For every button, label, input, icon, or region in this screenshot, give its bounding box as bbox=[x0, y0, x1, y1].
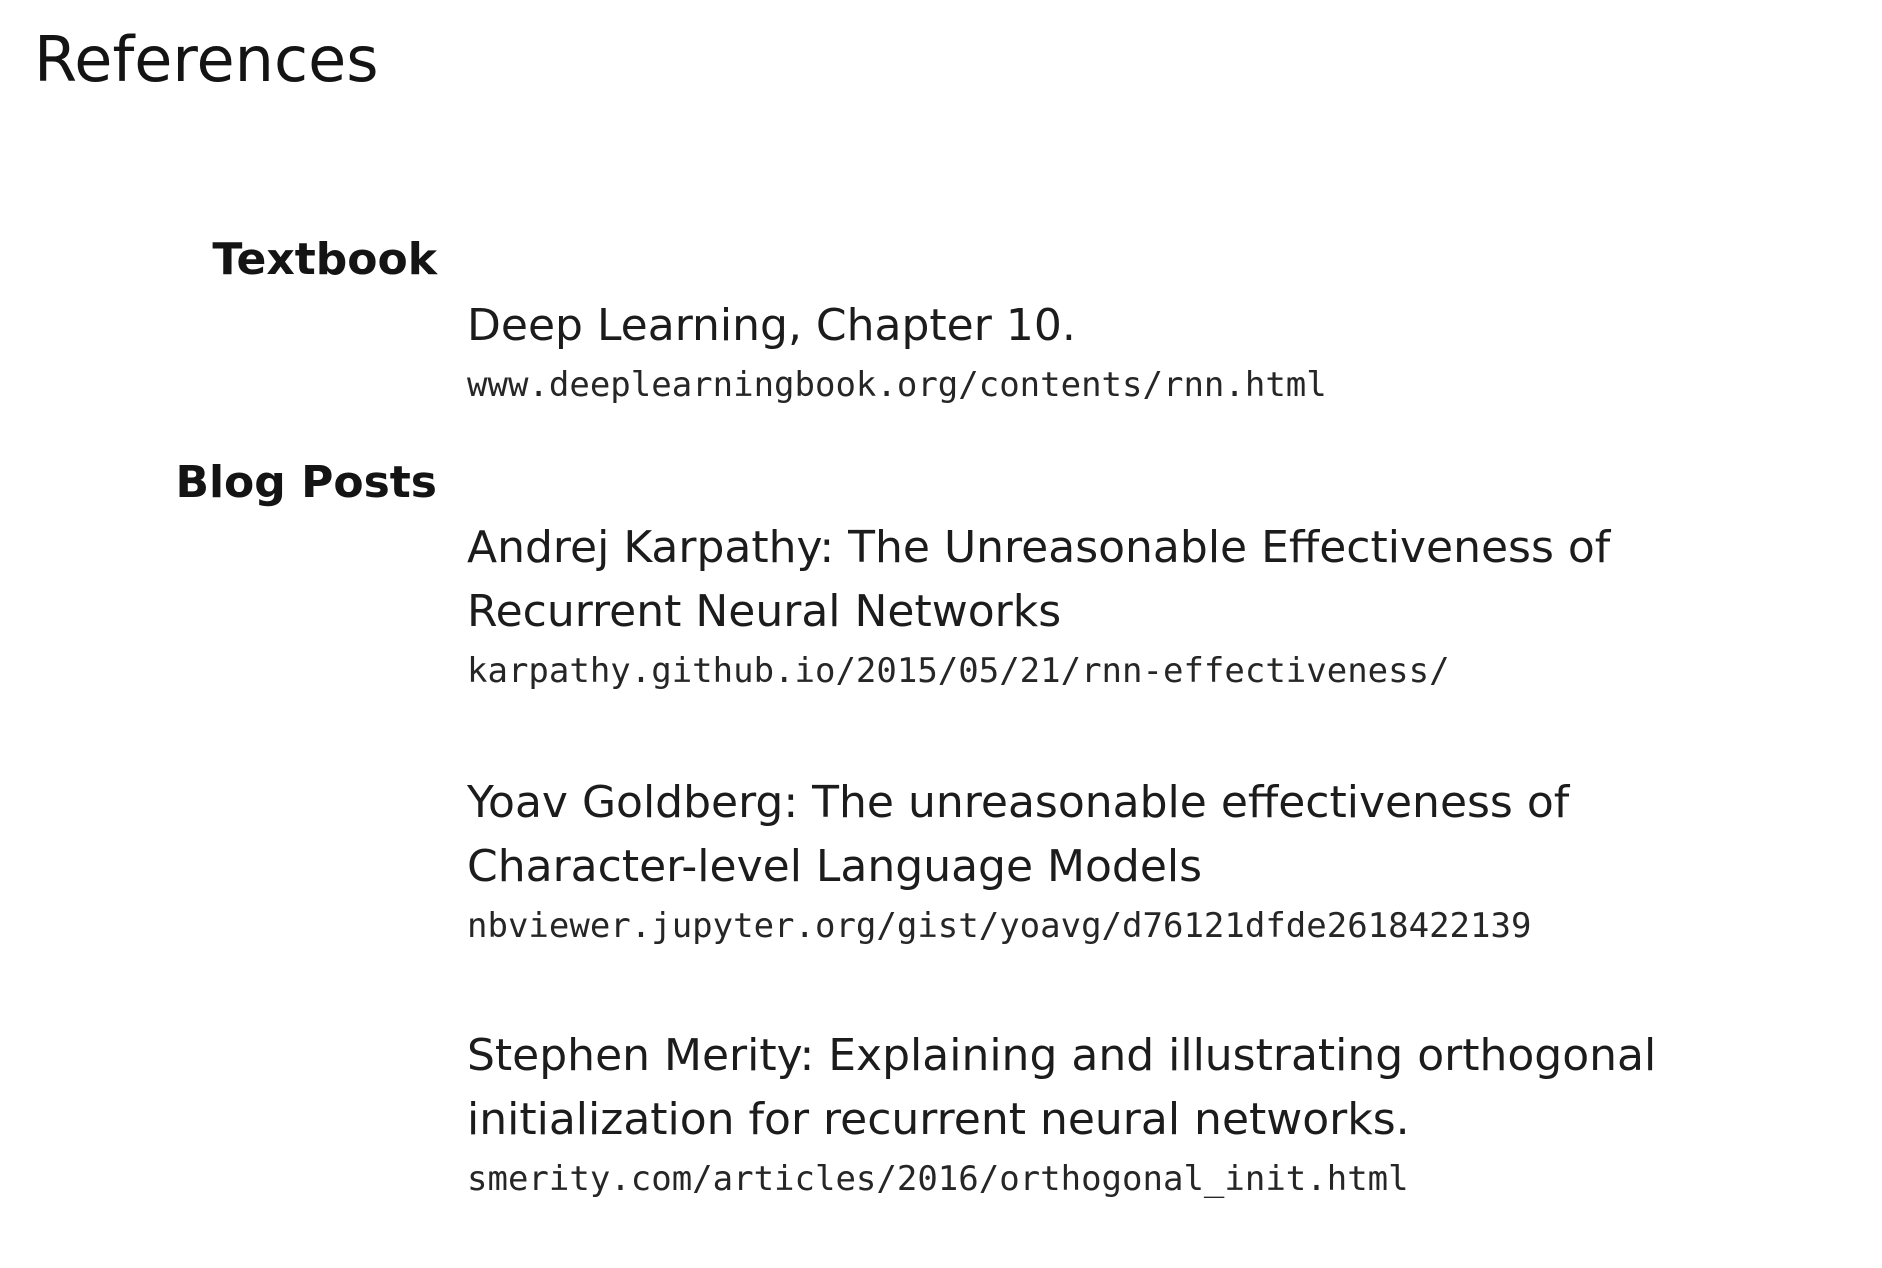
reference-entry-goldberg bbox=[467, 771, 1847, 949]
reference-title-line: Deep Learning, Chapter 10. bbox=[467, 300, 1076, 351]
reference-title bbox=[467, 1024, 1847, 1152]
reference-url: www.deeplearningbook.org/contents/rnn.html bbox=[467, 365, 1327, 405]
section-heading-textbook: Textbook bbox=[212, 234, 437, 285]
reference-url: smerity.com/articles/2016/orthogonal_init.html bbox=[467, 1159, 1409, 1199]
reference-url: nbviewer.jupyter.org/gist/yoavg/d76121dfde2618422139 bbox=[467, 906, 1532, 946]
reference-url: karpathy.github.io/2015/05/21/rnn-effectiveness/ bbox=[467, 651, 1450, 691]
reference-title-line: Andrej Karpathy: The Unreasonable Effectiveness of bbox=[467, 522, 1611, 573]
reference-entry-textbook bbox=[467, 294, 1847, 408]
reference-title bbox=[467, 294, 1847, 358]
page-title: References bbox=[34, 23, 379, 96]
section-heading-blog-posts: Blog Posts bbox=[175, 457, 437, 508]
reference-entry-merity bbox=[467, 1024, 1847, 1202]
reference-entry-karpathy bbox=[467, 516, 1847, 694]
reference-title-line: Stephen Merity: Explaining and illustrating orthogonal bbox=[467, 1030, 1657, 1081]
reference-title bbox=[467, 516, 1847, 644]
reference-title-line: Yoav Goldberg: The unreasonable effectiveness of bbox=[467, 777, 1570, 828]
reference-title-line: initialization for recurrent neural networks. bbox=[467, 1094, 1410, 1145]
reference-title bbox=[467, 771, 1847, 899]
reference-title-line: Character-level Language Models bbox=[467, 841, 1203, 892]
reference-title-line: Recurrent Neural Networks bbox=[467, 586, 1062, 637]
